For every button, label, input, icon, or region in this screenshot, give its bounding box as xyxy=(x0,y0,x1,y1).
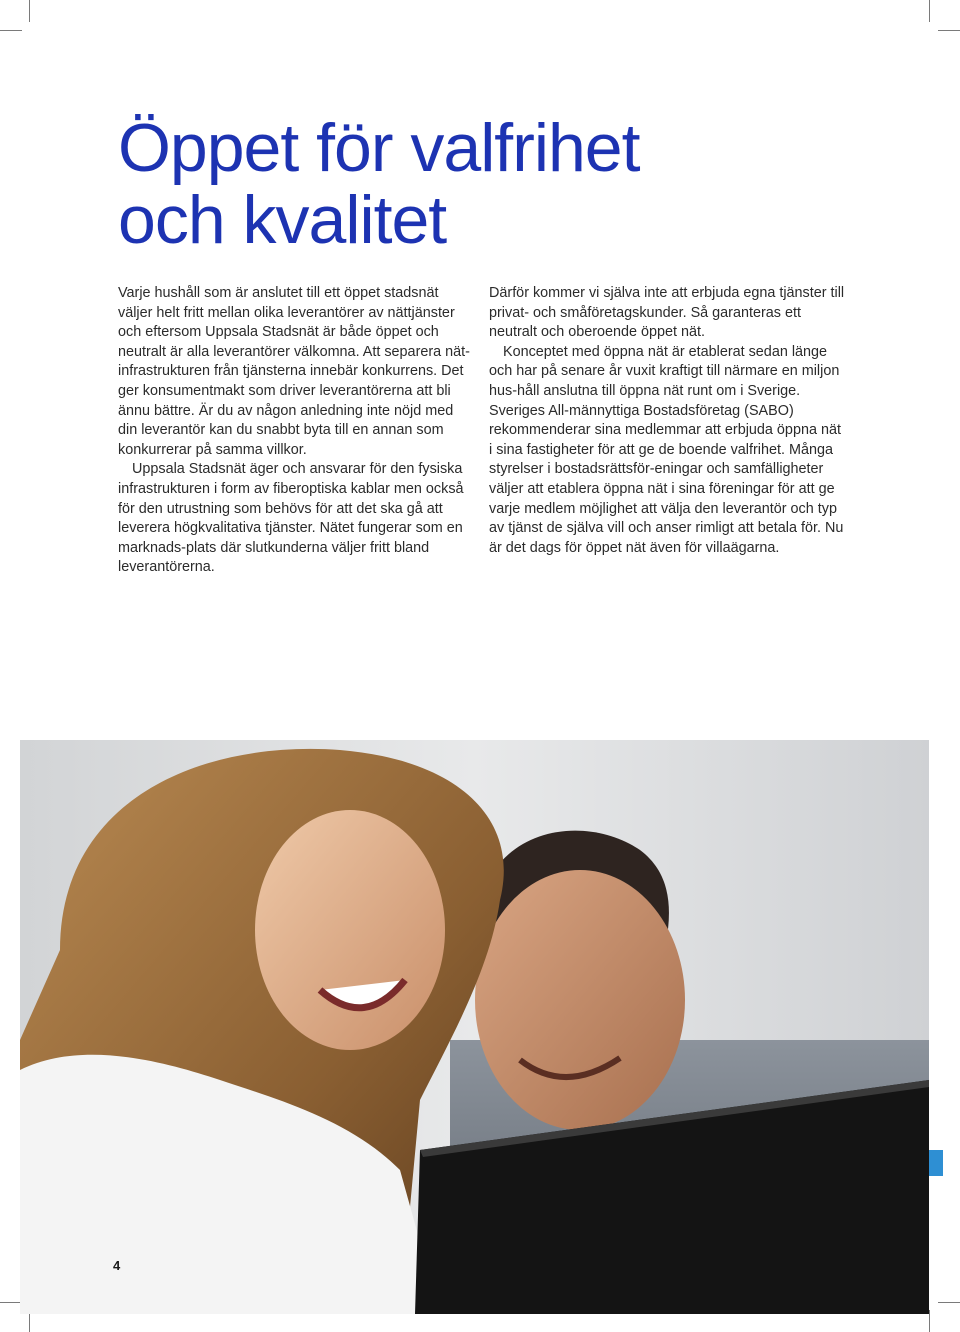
body-paragraph: Därför kommer vi själva inte att erbjuda egna tjänster till privat- och småföretagskunder. Så garanteras ett neutralt och oberoende öppet nät. xyxy=(489,285,845,341)
crop-mark xyxy=(0,30,22,31)
couple-laptop-photo xyxy=(20,740,929,1314)
right-text-column xyxy=(489,284,845,558)
crop-mark xyxy=(938,1302,960,1303)
title-line-1: Öppet för valfrihet xyxy=(118,110,640,186)
body-paragraph: Varje hushåll som är anslutet till ett öppet stadsnät väljer helt fritt mellan olika leverantörer av nättjänster och eftersom Uppsala Stadsnät är både öppet och neutralt är alla leverantörer välkomna. Att separera nät-infrastrukturen från tjänsterna innebär konkurrens. Det ger konsumentmakt som driver leverantörerna att bli ännu bättre. Är du av någon anledning inte nöjd med din leverantör kan du snabbt byta till en annan som konkurrerar på samma villkor. xyxy=(118,285,470,458)
crop-mark xyxy=(929,0,930,22)
body-paragraph: Konceptet med öppna nät är etablerat sedan länge och har på senare år vuxit kraftigt till närmare en miljon hus-håll anslutna till öppna nät runt om i Sverige. Sveriges All-männyttiga Bostadsföretag (SABO) rekommenderar sina medlemmar att erbjuda öppna nät i sina fastigheter för att ge de boende valfrihet. Många styrelser i bostadsrättsför-eningar och samfälligheter väljer att etablera öppna nät i sina föreningar för att ge varje medlem möjlighet att välja den leverantör och typ av tjänst de själva vill och anser rimligt att betala för. Nu är det dags för öppet nät även för villaägarna. xyxy=(489,343,844,556)
crop-mark xyxy=(0,1302,22,1303)
blue-tab-accent xyxy=(929,1150,943,1176)
page-title xyxy=(118,112,838,256)
crop-mark xyxy=(29,0,30,22)
crop-mark xyxy=(929,1310,930,1332)
body-paragraph: Uppsala Stadsnät äger och ansvarar för den fysiska infrastrukturen i form av fiberoptiska kablar men också för den utrustning som behövs för att det ska gå att leverera högkvalitativa tjänster. Nätet fungerar som en marknads-plats där slutkunderna väljer fritt bland leverantörerna. xyxy=(118,461,464,576)
woman-face xyxy=(255,810,445,1050)
title-line-2: och kvalitet xyxy=(118,182,447,258)
man-face xyxy=(475,870,685,1130)
crop-mark xyxy=(938,30,960,31)
left-text-column xyxy=(118,284,474,578)
page-number: 4 xyxy=(113,1258,121,1273)
